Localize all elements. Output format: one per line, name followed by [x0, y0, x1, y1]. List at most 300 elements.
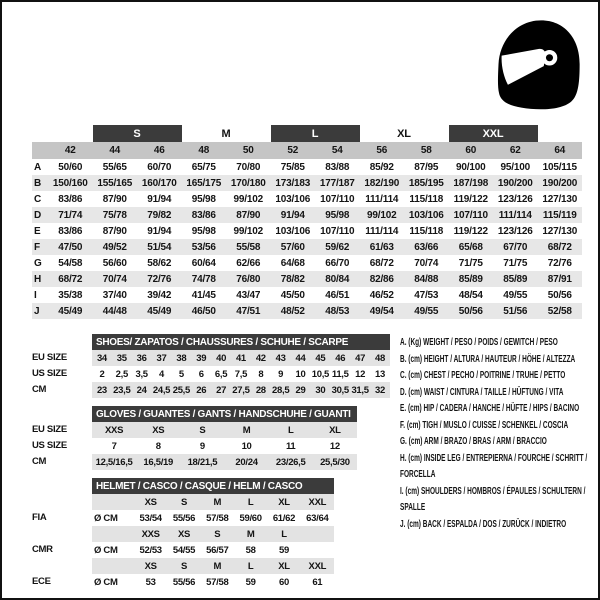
shoes-cell: 2 [99, 368, 105, 380]
helmet-value-cell: 59 [245, 576, 256, 588]
helmet-value-cell: 54/55 [172, 544, 196, 556]
label-spacer [32, 406, 92, 422]
measure-cell: 70/80 [236, 161, 261, 173]
measure-cell: 46/52 [369, 289, 394, 301]
gloves-data-row [92, 438, 357, 454]
size-band-l: L [271, 125, 360, 142]
measure-cell: 70/74 [93, 271, 138, 287]
measure-cell: 65/68 [449, 239, 494, 255]
measure-cell: 103/106 [404, 207, 449, 223]
measure-cell: 190/200 [493, 175, 538, 191]
measure-cell: 85/89 [493, 271, 538, 287]
shoes-cell: 23 [92, 382, 112, 398]
shoes-cell: 31,5 [350, 382, 370, 398]
measure-cell: 68/72 [369, 257, 394, 269]
measure-cell: 68/72 [48, 271, 93, 287]
measure-cell: 48/53 [315, 303, 360, 319]
measure-row-G [32, 255, 582, 271]
gloves-cell: XL [313, 422, 357, 438]
gloves-cell: 25,5/30 [313, 454, 357, 470]
measure-row-J [32, 303, 582, 319]
helmet-value-cell: 59 [278, 544, 289, 556]
measure-cell: 95/98 [191, 193, 216, 205]
measure-cell: 173/183 [271, 175, 316, 191]
measure-cell: 85/92 [369, 161, 394, 173]
helmet-size-label: M [234, 526, 267, 542]
helmet-size-spacer [92, 526, 134, 542]
helmet-size-label: M [201, 494, 234, 510]
shoes-cell: 6 [198, 368, 204, 380]
measure-cell: 64/68 [280, 257, 305, 269]
measure-cell: 39/42 [147, 289, 172, 301]
size-label-cell: 62 [493, 142, 538, 159]
measure-cell: 91/94 [271, 207, 316, 223]
measure-cell: 71/74 [48, 207, 93, 223]
legend-item: H. (cm) INSIDE LEG / ENTREPIERNA / FOURCHE / SCHRITT / FORCELLA [400, 452, 588, 480]
shoes-data-row [92, 366, 390, 382]
shoes-cell: 48 [370, 350, 390, 366]
shoes-cell: 24,5 [152, 382, 172, 398]
legend-item: A. (Kg) WEIGHT / PESO / POIDS / GEWITCH / PESO [400, 337, 558, 348]
helmet-value-cell [301, 542, 334, 558]
shoes-row-label: US SIZE [32, 368, 67, 379]
measure-cell: 107/110 [449, 207, 494, 223]
measure-cell: 177/187 [315, 175, 360, 191]
shoes-cell: 35 [112, 350, 132, 366]
shoes-cell: 27,5 [231, 382, 251, 398]
shoes-data-row [92, 382, 390, 398]
shoes-cell: 43 [271, 350, 291, 366]
numeric-size-row [32, 142, 582, 159]
gloves-cell: S [180, 422, 224, 438]
measure-cell: 75/78 [93, 207, 138, 223]
measure-cell: 170/180 [226, 175, 271, 191]
helmet-value-cell: 58 [245, 544, 256, 556]
label-spacer [32, 526, 92, 542]
measure-cell: 61/63 [360, 239, 405, 255]
helmet-value-cell: 61/62 [272, 512, 296, 524]
measure-cell: 45/50 [280, 289, 305, 301]
measure-cell: 84/88 [404, 271, 449, 287]
measure-cell: 111/114 [365, 225, 399, 237]
gloves-cell: 8 [155, 440, 161, 452]
measure-cell: 46/51 [325, 289, 350, 301]
helmet-value-cell: 57/58 [206, 576, 229, 588]
size-label-cell: 52 [271, 142, 316, 159]
measure-row-I [32, 287, 582, 303]
helmet-unit-cell: Ø CM [94, 544, 118, 556]
helmet-size-label: XL [267, 558, 300, 574]
measure-cell: 66/70 [325, 257, 350, 269]
measure-cell: 49/54 [360, 303, 405, 319]
measure-row-B [32, 175, 582, 191]
measure-cell: 83/86 [58, 193, 83, 205]
sub-table-row-labels [32, 334, 92, 398]
helmet-size-label: XS [134, 558, 167, 574]
size-row-spacer [32, 142, 48, 159]
size-label-cell: 48 [182, 142, 227, 159]
measure-cell: 107/110 [320, 193, 355, 205]
shoes-cell: 13 [375, 368, 385, 380]
gloves-row-label: EU SIZE [32, 424, 67, 435]
measure-row-key: B [32, 175, 48, 191]
measure-cell: 44/48 [93, 303, 138, 319]
shoes-cell: 29 [291, 382, 311, 398]
helmet-value-cell: 57/58 [206, 512, 229, 524]
gloves-cell: 7 [111, 440, 117, 452]
measure-cell: 127/130 [542, 225, 578, 237]
measure-row-D [32, 207, 582, 223]
helmet-value-cell: 53 [145, 576, 156, 588]
gloves-row-label: CM [32, 456, 47, 467]
measure-cell: 79/82 [137, 207, 182, 223]
legend-item: B. (cm) HEIGHT / ALTURA / HAUTEUR / HÖHE / ALTEZZA [400, 353, 576, 365]
measure-cell: 41/45 [191, 289, 216, 301]
sub-table-row-labels [32, 406, 92, 470]
helmet-value-cell: 59/60 [239, 512, 262, 524]
measure-cell: 67/70 [493, 239, 538, 255]
measure-cell: 190/200 [538, 175, 583, 191]
legend-item: E. (cm) HIP / CADERA / HANCHE / HÜFTE / HIPS / BACINO [400, 403, 580, 414]
measure-cell: 59/62 [315, 239, 360, 255]
gloves-data-row [92, 454, 357, 470]
measurement-legend [400, 335, 595, 533]
measure-cell: 115/118 [409, 193, 444, 205]
measure-cell: 58/62 [147, 257, 172, 269]
legend-item: C. (cm) CHEST / PECHO / POITRINE / TRUHE / PETTO [400, 370, 566, 381]
shoes-cell: 46 [330, 350, 350, 366]
measure-cell: 99/102 [233, 193, 263, 205]
measure-cell: 95/98 [315, 207, 360, 223]
helmet-size-label: XXL [301, 558, 334, 574]
measure-cell: 78/82 [271, 271, 316, 287]
helmet-standard-label: ECE [32, 576, 51, 587]
helmet-size-header-row [92, 558, 334, 574]
shoes-cell: 10 [295, 368, 306, 380]
helmet-values-row [92, 542, 334, 558]
helmet-size-label: XS [134, 494, 167, 510]
measure-cell: 160/170 [137, 175, 182, 191]
measure-cell: 105/115 [542, 161, 577, 173]
measure-cell: 55/65 [102, 161, 127, 173]
measure-cell: 91/94 [147, 193, 172, 205]
band-spacer [538, 125, 583, 142]
gloves-table [92, 406, 357, 470]
shoes-cell: 39 [191, 350, 211, 366]
gloves-cell: 10 [241, 440, 252, 452]
measure-cell: 49/55 [503, 289, 528, 301]
measure-cell: 70/74 [414, 257, 439, 269]
shoes-cell: 10,5 [311, 368, 330, 380]
shoes-row-label: CM [32, 384, 47, 395]
shoes-cell: 34 [92, 350, 112, 366]
measure-row-key: J [32, 303, 48, 319]
shoes-cell: 37 [152, 350, 172, 366]
legend-item: G. (cm) ARM / BRAZO / BRAS / ARM / BRACCIO [400, 436, 547, 447]
measure-cell: 47/51 [226, 303, 271, 319]
measure-cell: 165/175 [182, 175, 227, 191]
measure-cell: 50/56 [547, 289, 572, 301]
shoes-title: SHOES/ ZAPATOS / CHAUSSURES / SCHUHE / SCARPE [92, 334, 390, 350]
helmet-size-label: L [234, 494, 267, 510]
measure-cell: 87/91 [538, 271, 583, 287]
shoes-cell: 2,5 [115, 368, 128, 380]
measure-cell: 50/60 [58, 161, 83, 173]
gloves-cell: XS [136, 422, 180, 438]
measure-cell: 71/75 [458, 257, 483, 269]
gloves-cell: 23/26,5 [269, 454, 313, 470]
measure-cell: 111/114 [365, 193, 399, 205]
measure-row-key: F [32, 239, 48, 255]
measure-cell: 155/165 [93, 175, 138, 191]
helmet-size-label [301, 526, 334, 542]
measure-cell: 107/110 [320, 225, 355, 237]
gloves-cell: 20/24 [224, 454, 268, 470]
legend-item: D. (cm) WAIST / CINTURA / TAILLE / HÜFTUNG / VITA [400, 386, 564, 398]
shoes-cell: 28 [251, 382, 271, 398]
helmet-unit-cell: Ø CM [94, 576, 118, 588]
measure-cell: 123/126 [497, 193, 533, 205]
size-band-row [32, 125, 582, 142]
helmet-size-label: XS [167, 526, 200, 542]
measure-cell: 49/52 [93, 239, 138, 255]
measure-cell: 47/50 [48, 239, 93, 255]
gloves-cell: 9 [199, 440, 205, 452]
measure-cell: 119/122 [453, 193, 488, 205]
measure-cell: 150/160 [48, 175, 93, 191]
shoes-cell: 36 [132, 350, 152, 366]
helmet-value-cell: 52/53 [139, 544, 162, 556]
measure-row-key: C [34, 193, 42, 205]
size-label-cell: 44 [93, 142, 138, 159]
shoes-cell: 24 [132, 382, 152, 398]
gloves-cell: XXS [92, 422, 136, 438]
helmet-size-label: XXS [134, 526, 167, 542]
gloves-row-label: US SIZE [32, 440, 67, 451]
measure-cell: 63/66 [404, 239, 449, 255]
measure-cell: 83/88 [325, 161, 350, 173]
gloves-cell: 18/21,5 [180, 454, 224, 470]
measure-cell: 75/85 [280, 161, 305, 173]
shoes-cell: 41 [231, 350, 251, 366]
measure-cell: 187/198 [449, 175, 494, 191]
shoes-cell: 23,5 [112, 382, 132, 398]
measure-cell: 46/50 [182, 303, 227, 319]
helmet-size-label: S [201, 526, 234, 542]
shoes-cell: 28,5 [271, 382, 291, 398]
measure-cell: 45/49 [48, 303, 93, 319]
shoes-cell: 11,5 [331, 368, 349, 380]
measure-row-key: E [34, 225, 41, 237]
legend-item: F. (cm) TIGH / MUSLO / CUISSE / SCHENKEL / COSCIA [400, 419, 569, 431]
measure-cell: 95/100 [500, 161, 530, 173]
shoes-cell: 30,5 [330, 382, 350, 398]
gloves-cell: 16,5/19 [136, 454, 180, 470]
helmet-table [92, 478, 334, 590]
measure-row-key: D [32, 207, 48, 223]
measure-row-F [32, 239, 582, 255]
helmet-value-cell: 53/54 [139, 512, 162, 524]
legend-item: I. (cm) SHOULDERS / HOMBROS / ÉPAULES / SCHULTERN / SPALLE [400, 485, 586, 513]
measure-cell: 43/47 [236, 289, 261, 301]
shoes-cell: 7,5 [234, 368, 248, 380]
helmet-size-label: L [234, 558, 267, 574]
measure-cell: 82/86 [360, 271, 405, 287]
shoes-cell: 40 [211, 350, 231, 366]
size-label-cell: 56 [360, 142, 405, 159]
measure-cell: 55/58 [226, 239, 271, 255]
measure-cell: 51/56 [493, 303, 538, 319]
shoes-cell: 25,5 [171, 382, 191, 398]
helmet-value-cell: 56/57 [206, 544, 229, 556]
helmet-value-cell: 60 [278, 576, 289, 588]
measure-cell: 60/70 [147, 161, 172, 173]
measure-cell: 76/80 [226, 271, 271, 287]
measure-cell: 56/60 [102, 257, 127, 269]
measure-cell: 115/119 [538, 207, 583, 223]
measure-cell: 49/55 [404, 303, 449, 319]
helmet-size-label: L [267, 526, 300, 542]
measure-cell: 48/54 [458, 289, 483, 301]
measure-cell: 99/102 [233, 225, 263, 237]
size-band-s: S [93, 125, 182, 142]
measure-cell: 127/130 [542, 193, 578, 205]
measure-cell: 103/106 [275, 193, 311, 205]
helmet-size-header-row [92, 494, 334, 510]
measure-cell: 119/122 [453, 225, 488, 237]
textile-size-table [32, 125, 582, 319]
shoes-cell: 6,5 [214, 368, 228, 380]
helmet-value-cell: 55/56 [172, 576, 196, 588]
helmet-value-cell: 61 [312, 576, 323, 588]
sub-table-row-labels [32, 478, 92, 590]
measure-cell: 74/78 [182, 271, 227, 287]
helmet-size-header-row [92, 526, 334, 542]
size-label-cell: 54 [315, 142, 360, 159]
legend-item: J. (cm) BACK / ESPALDA / DOS / ZURÜCK / INDIETRO [400, 518, 567, 530]
measure-cell: 71/75 [503, 257, 528, 269]
measure-cell: 185/195 [404, 175, 449, 191]
helmet-size-spacer [92, 558, 134, 574]
shoes-cell: 4 [159, 368, 164, 380]
size-band-xl: XL [397, 127, 411, 140]
measure-row-key: G [34, 257, 42, 269]
shoes-table [92, 334, 390, 398]
shoes-title-row [92, 334, 390, 350]
helmet-value-cell: 63/64 [306, 512, 329, 524]
measure-cell: 99/102 [360, 207, 405, 223]
size-label-cell: 60 [449, 142, 494, 159]
measure-cell: 123/126 [497, 225, 533, 237]
measure-cell: 37/40 [102, 289, 127, 301]
size-label-cell: 46 [137, 142, 182, 159]
measure-row-key: I [34, 289, 37, 301]
helmet-size-label: XL [267, 494, 300, 510]
measure-cell: 60/64 [191, 257, 216, 269]
shoes-cell: 9 [278, 368, 284, 380]
helmet-standard-label: CMR [32, 544, 53, 555]
shoes-cell: 45 [310, 350, 330, 366]
shoes-data-row [92, 350, 390, 366]
size-label-cell: 42 [48, 142, 93, 159]
size-label-cell: 50 [226, 142, 271, 159]
gloves-title-row [92, 406, 357, 422]
measure-row-H [32, 271, 582, 287]
gloves-data-row [92, 422, 357, 438]
measure-cell: 68/72 [538, 239, 583, 255]
helmet-size-spacer [92, 494, 134, 510]
helmet-standard-label: FIA [32, 512, 47, 523]
helmet-title: HELMET / CASCO / CASQUE / HELM / CASCO [92, 478, 334, 494]
measure-cell: 51/54 [137, 239, 182, 255]
measure-row-key: A [34, 161, 42, 173]
measure-cell: 103/106 [275, 225, 311, 237]
helmet-size-label: XXL [301, 494, 334, 510]
measure-cell: 182/190 [360, 175, 405, 191]
measure-cell: 90/100 [456, 161, 486, 173]
measure-cell: 115/118 [409, 225, 444, 237]
shoes-cell: 12 [355, 368, 366, 380]
measure-cell: 83/86 [182, 207, 227, 223]
measure-cell: 87/90 [102, 193, 127, 205]
measure-cell: 62/66 [236, 257, 261, 269]
helmet-values-row [92, 510, 334, 526]
gloves-cell: 12,5/16,5 [92, 454, 136, 470]
shoes-row-label: EU SIZE [32, 352, 67, 363]
measure-cell: 91/94 [147, 225, 172, 237]
gloves-cell: 11 [285, 440, 296, 452]
measure-cell: 111/114 [493, 207, 538, 223]
shoes-cell: 42 [251, 350, 271, 366]
helmet-unit-cell: Ø CM [94, 512, 118, 524]
helmet-size-label: S [167, 558, 200, 574]
measure-cell: 47/53 [414, 289, 439, 301]
helmet-size-table [32, 478, 334, 590]
size-band-xxl: XXL [449, 125, 538, 142]
measure-row-A [32, 159, 582, 175]
measure-cell: 87/90 [226, 207, 271, 223]
measure-cell: 54/58 [58, 257, 83, 269]
measure-cell: 53/56 [182, 239, 227, 255]
measure-cell: 35/38 [58, 289, 83, 301]
label-spacer [32, 494, 92, 510]
label-spacer [32, 334, 92, 350]
label-spacer [32, 478, 92, 494]
measure-cell: 65/75 [191, 161, 216, 173]
measure-cell: 45/49 [137, 303, 182, 319]
measure-row-key: H [32, 271, 48, 287]
measure-cell: 72/76 [547, 257, 572, 269]
shoes-cell: 47 [350, 350, 370, 366]
gloves-title: GLOVES / GUANTES / GANTS / HANDSCHUHE / GUANTI [92, 406, 357, 422]
measure-cell: 50/56 [449, 303, 494, 319]
gloves-cell: 12 [329, 440, 340, 452]
size-band-m: M [221, 127, 231, 140]
gloves-size-table [32, 406, 357, 470]
shoes-cell: 3,5 [135, 368, 148, 380]
shoes-cell: 27 [211, 382, 231, 398]
gloves-cell: L [269, 422, 313, 438]
shoes-size-table [32, 334, 390, 398]
racing-helmet-icon [485, 12, 589, 116]
measure-row-E [32, 223, 582, 239]
size-label-cell: 64 [538, 142, 583, 159]
measure-cell: 48/52 [271, 303, 316, 319]
measure-cell: 87/90 [102, 225, 127, 237]
helmet-size-label: M [201, 558, 234, 574]
measure-cell: 87/95 [414, 161, 439, 173]
measure-cell: 95/98 [191, 225, 216, 237]
